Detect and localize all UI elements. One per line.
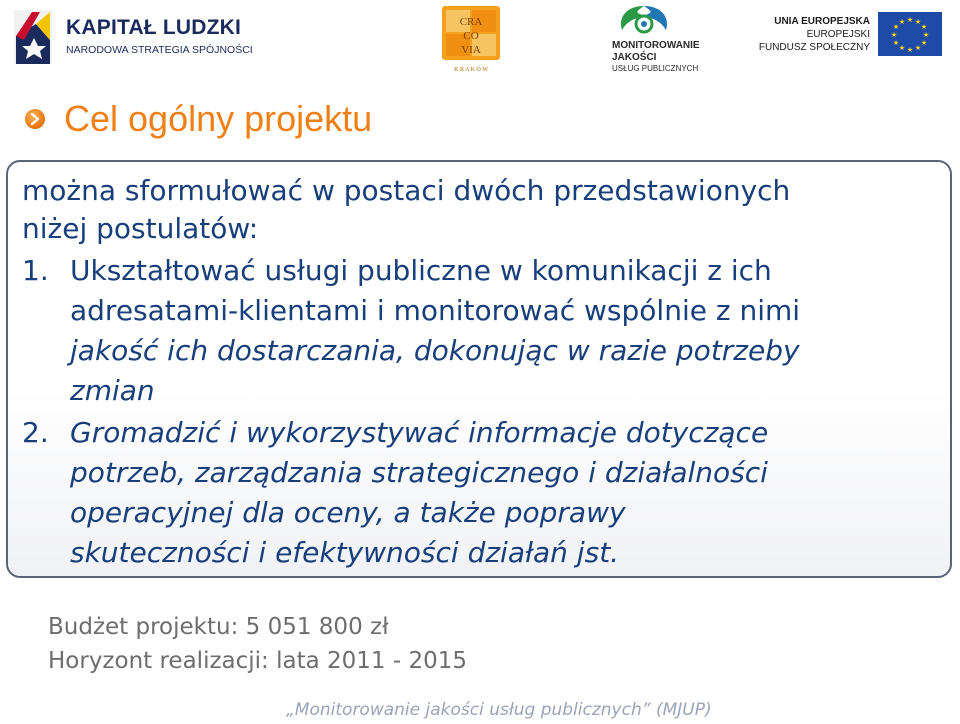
cracovia-caption: K R A K Ó W	[454, 67, 488, 73]
intro-line-2: niżej postulatów:	[22, 212, 259, 245]
item-1-line-4: zmian	[70, 374, 155, 407]
eu-flag-icon	[878, 12, 942, 56]
item-2-line-2: potrzeb, zarządzania strategicznego i działalności	[70, 456, 768, 489]
cracovia-logo	[440, 4, 502, 74]
monitorowanie-jakosci-logo	[610, 2, 720, 76]
svg-text:★: ★	[898, 18, 906, 26]
svg-text:★: ★	[920, 39, 928, 47]
kapital-ludzki-subtitle: NARODOWA STRATEGIA SPÓJNOŚCI	[66, 44, 253, 56]
title-bullet-icon	[24, 108, 46, 130]
eu-line3: FUNDUSZ SPOŁECZNY	[758, 42, 870, 53]
cracovia-emblem-icon	[440, 4, 502, 74]
svg-text:★: ★	[920, 23, 928, 31]
eu-line2: EUROPEJSKI	[806, 29, 870, 40]
footer-caption: „Monitorowanie jakości usług publicznych” (MJUP)	[286, 700, 712, 720]
item-2-line-3: operacyjnej dla oceny, a także poprawy	[70, 496, 626, 529]
monitorowanie-line3: USŁUG PUBLICZNYCH	[612, 64, 699, 73]
item-2-number: 2.	[22, 416, 49, 449]
svg-text:★: ★	[914, 18, 922, 26]
item-1-line-1: Ukształtować usługi publiczne w komunikacji z ich	[70, 254, 772, 287]
kapital-ludzki-title: KAPITAŁ LUDZKI	[66, 16, 242, 39]
intro-line-1: można sformułować w postaci dwóch przedstawionych	[22, 174, 791, 207]
svg-text:★: ★	[892, 23, 900, 31]
page-title: Cel ogólny projektu	[64, 98, 373, 139]
svg-text:★: ★	[906, 46, 914, 54]
item-1-line-3: jakość ich dostarczania, dokonując w razie potrzeby	[70, 334, 800, 367]
eu-logo	[758, 12, 950, 62]
item-1-line-2: adresatami-klientami i monitorować wspólnie z nimi	[70, 294, 801, 327]
budget-text: Budżet projektu: 5 051 800 zł	[48, 614, 389, 640]
svg-text:★: ★	[892, 39, 900, 47]
horizon-text: Horyzont realizacji: lata 2011 - 2015	[48, 648, 468, 674]
logo-bar	[0, 0, 960, 80]
monitorowanie-line2: JAKOŚCI	[612, 52, 657, 63]
svg-text:★: ★	[898, 44, 906, 52]
monitorowanie-line1: MONITOROWANIE	[612, 40, 700, 51]
svg-text:★: ★	[922, 31, 930, 39]
kapital-ludzki-emblem-icon	[10, 6, 56, 68]
item-2-line-1: Gromadzić i wykorzystywać informacje dotyczące	[70, 416, 769, 449]
cracovia-letters-1: CRA	[459, 16, 483, 28]
svg-text:★: ★	[914, 44, 922, 52]
cracovia-letters-3: VIA	[461, 44, 481, 56]
kapital-ludzki-logo	[10, 6, 253, 70]
item-1-number: 1.	[22, 254, 49, 287]
cracovia-letters-2: CO	[463, 30, 479, 42]
eu-line1: UNIA EUROPEJSKA	[774, 16, 870, 27]
svg-text:★: ★	[906, 16, 914, 24]
item-2-line-4: skuteczności i efektywności działań jst.	[70, 536, 620, 569]
monitorowanie-emblem-icon	[614, 2, 674, 38]
svg-text:★: ★	[890, 31, 898, 39]
